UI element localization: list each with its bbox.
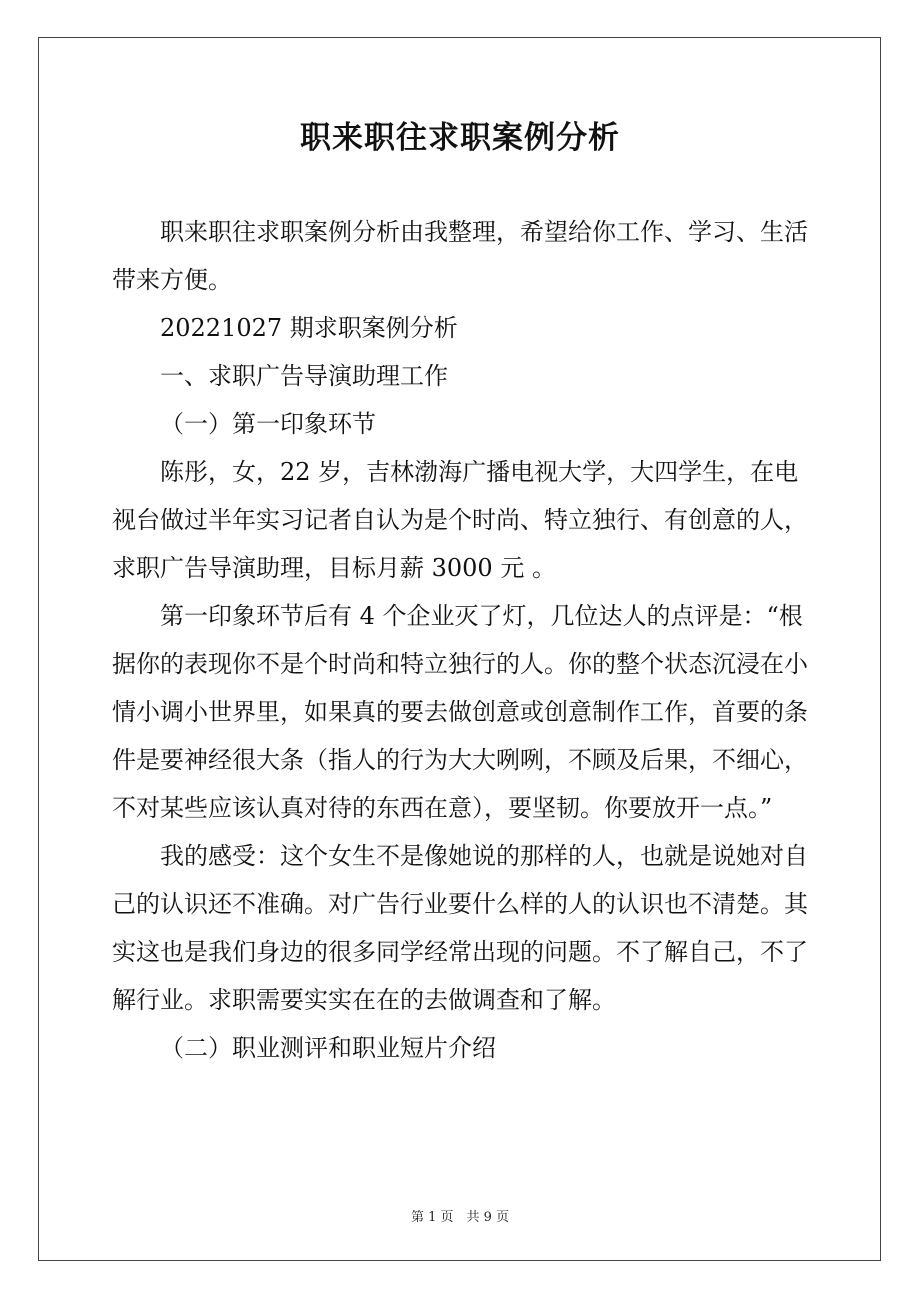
paragraph-my-feelings: 我的感受：这个女生不是像她说的那样的人，也就是说她对自己的认识还不准确。对广告行业要什么样的人的认识也不清楚。其实这也是我们身边的很多同学经常出现的问题。不了解自己，不了解行业。求职需要实实在在的去做调查和了解。 — [112, 842, 808, 1014]
paragraph-issue-date: 20221027 期求职案例分析 — [160, 314, 458, 342]
subsection-heading-2: （二）职业测评和职业短片介绍 — [160, 1034, 496, 1062]
document-title: 职来职往求职案例分析 — [300, 120, 620, 156]
paragraph-expert-comments: 第一印象环节后有 4 个企业灭了灯，几位达人的点评是：“根据你的表现你不是个时尚和特立独行的人。你的整个状态沉浸在小情小调小世界里，如果真的要去做创意或创意制作工作，首要的条件是要神经很大条（指人的行为大大咧咧，不顾及后果，不细心，不对某些应该认真对待的东西在意），要坚韧。你要放开一点。” — [112, 602, 808, 822]
paragraph-intro: 职来职往求职案例分析由我整理，希望给你工作、学习、生活带来方便。 — [112, 218, 808, 294]
subsection-heading-1: （一）第一印象环节 — [160, 410, 376, 438]
section-heading-1: 一、求职广告导演助理工作 — [160, 362, 448, 390]
paragraph-candidate-profile: 陈彤，女，22 岁，吉林渤海广播电视大学，大四学生，在电视台做过半年实习记者自认为是个时尚、特立独行、有创意的人，求职广告导演助理，目标月薪 3000 元 。 — [112, 458, 808, 582]
page-footer: 第 1 页 共 9 页 — [410, 1210, 510, 1225]
document-body — [112, 208, 812, 1072]
